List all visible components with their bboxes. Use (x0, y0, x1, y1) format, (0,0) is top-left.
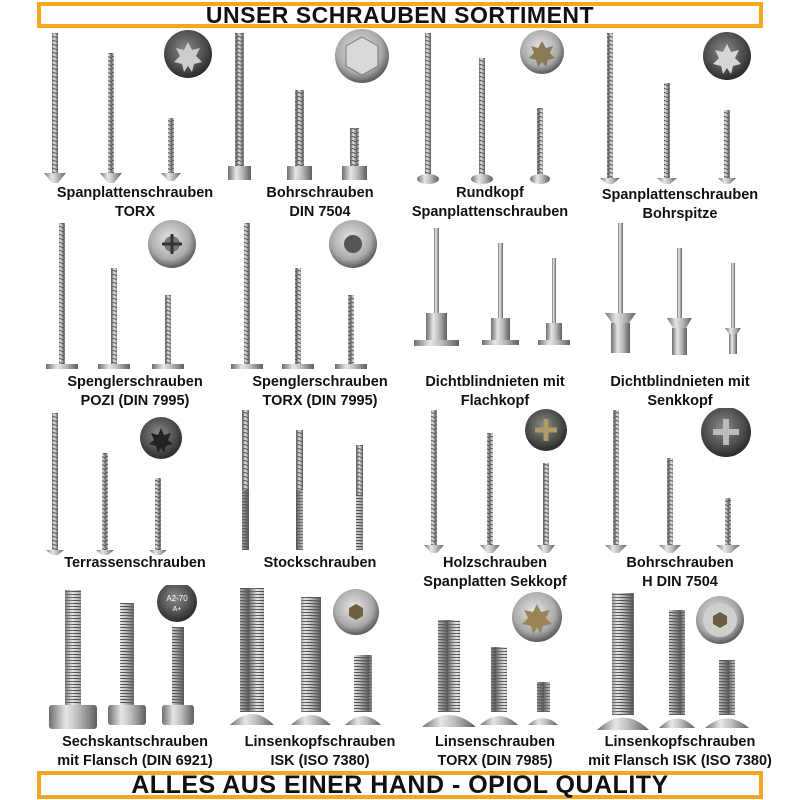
product-stockschrauben (225, 408, 415, 598)
head-marking-grade: A2-70 (166, 594, 188, 603)
product-spenglerschrauben-pozi (40, 218, 230, 408)
product-sechskantschrauben-flansch (40, 585, 230, 775)
torx-recess-icon (164, 30, 212, 78)
product-caption: Bohrschrauben DIN 7504 (266, 185, 374, 220)
product-linsenschrauben-torx (400, 585, 590, 775)
rivet-photo (585, 218, 775, 376)
product-spenglerschrauben-torx (225, 218, 415, 408)
hex-head-icon (157, 585, 197, 622)
product-caption: Rundkopf Spanplattenschrauben (411, 185, 569, 220)
bolt-photo (40, 585, 230, 733)
screw-photo (400, 408, 590, 556)
product-caption: Spanplattenschrauben Bohrspitze (601, 187, 759, 222)
torx-recess-icon (520, 30, 564, 74)
product-caption: Stockschrauben (263, 555, 377, 571)
product-linsenkopfschrauben-flansch-isk (585, 585, 775, 775)
torx-recess-icon (703, 32, 751, 80)
screw-photo (225, 408, 415, 556)
product-terrassenschrauben (40, 408, 230, 598)
rivet-photo (400, 218, 590, 376)
hex-washer-head-icon (335, 29, 389, 83)
product-dichtblindnieten-flachkopf (400, 218, 590, 408)
product-caption: Holzschrauben Spanplatten Sekkopf (423, 555, 567, 590)
product-caption: Terrassenschrauben (64, 555, 206, 571)
product-caption: Dichtblindnieten mit Flachkopf (425, 374, 565, 409)
product-caption: Sechskantschrauben mit Flansch (DIN 6921) (57, 734, 213, 769)
screw-photo (40, 408, 230, 556)
screw-photo (225, 218, 415, 376)
product-holzschrauben-spanplatten (400, 408, 590, 598)
product-caption: Dichtblindnieten mit Senkkopf (610, 374, 750, 409)
product-rundkopf-spanplattenschrauben (395, 28, 585, 218)
product-caption: Spanplattenschrauben TORX (56, 185, 214, 220)
phillips-recess-icon (701, 408, 751, 457)
product-linsenkopfschrauben-isk (225, 585, 415, 775)
torx-recess-icon (140, 417, 182, 459)
product-bohrschrauben-din-7504 (225, 28, 415, 218)
screw-photo (585, 408, 775, 556)
hex-socket-icon (333, 589, 379, 635)
torx-recess-icon (329, 220, 377, 268)
hex-socket-icon (696, 596, 744, 644)
bolt-photo (225, 585, 415, 733)
header-banner (37, 2, 763, 28)
footer-banner (37, 771, 763, 799)
product-caption: Bohrschrauben H DIN 7504 (626, 555, 734, 590)
product-bohrschrauben-h-din-7504 (585, 408, 775, 598)
product-caption: Linsenkopfschrauben ISK (ISO 7380) (244, 734, 396, 769)
bolt-photo (400, 585, 590, 733)
pozi-recess-icon (148, 220, 196, 268)
footer-title: ALLES AUS EINER HAND - OPIOL QUALITY (131, 770, 669, 799)
product-caption: Spenglerschrauben TORX (DIN 7995) (252, 374, 388, 409)
screw-photo (40, 218, 230, 376)
screw-photo (225, 28, 415, 188)
product-caption: Linsenkopfschrauben mit Flansch ISK (ISO 7380) (588, 734, 772, 769)
phillips-recess-icon (525, 409, 567, 451)
screw-photo (40, 28, 230, 188)
screw-photo (585, 28, 775, 188)
screw-photo (395, 28, 585, 188)
product-caption: Linsenschrauben TORX (DIN 7985) (434, 734, 556, 769)
torx-recess-icon (512, 592, 562, 642)
product-dichtblindnieten-senkkopf (585, 218, 775, 408)
product-spanplattenschrauben-bohrspitze (585, 28, 775, 222)
head-marking-maker: A+ (172, 606, 182, 613)
product-caption: Spenglerschrauben POZI (DIN 7995) (67, 374, 203, 409)
bolt-photo (585, 585, 775, 733)
product-spanplattenschrauben-torx (40, 28, 230, 218)
header-title: UNSER SCHRAUBEN SORTIMENT (205, 1, 595, 28)
